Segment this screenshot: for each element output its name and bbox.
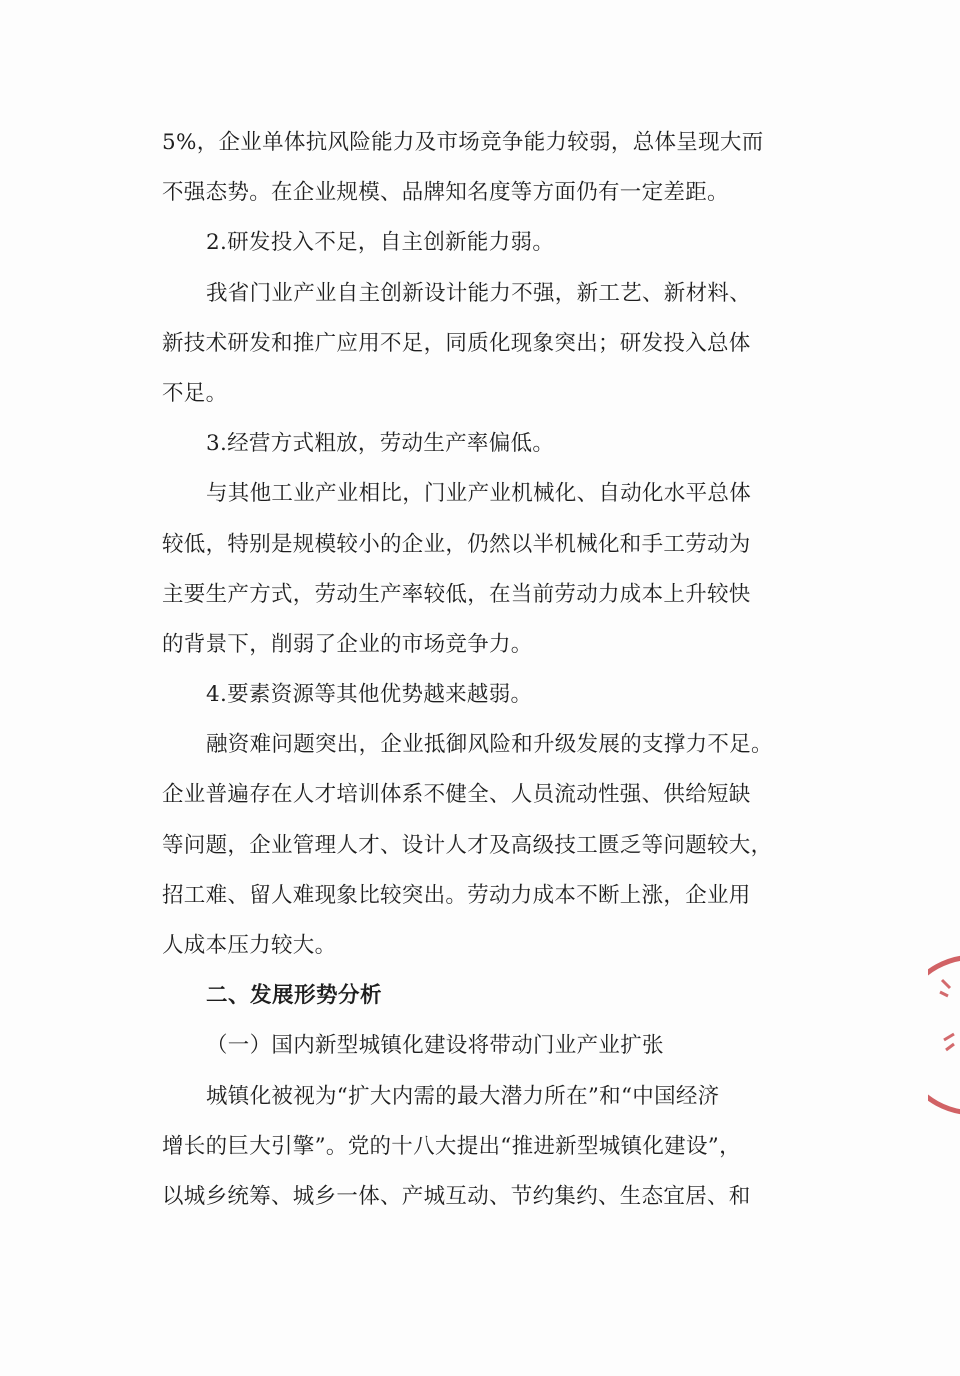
- subsection-heading: 2.研发投入不足，自主创新能力弱。: [206, 230, 555, 256]
- body-text-line: 以城乡统筹、城乡一体、产城互动、节约集约、生态宜居、和: [162, 1183, 751, 1209]
- body-text-line: 新技术研发和推广应用不足，同质化现象突出；研发投入总体: [162, 330, 751, 356]
- subsection-heading: （一）国内新型城镇化建设将带动门业产业扩张: [206, 1033, 664, 1059]
- red-seal-stamp-partial: [928, 950, 960, 1120]
- body-text-line: 主要生产方式，劳动生产率较低，在当前劳动力成本上升较快: [162, 581, 751, 607]
- body-text-line: 招工难、留人难现象比较突出。劳动力成本不断上涨，企业用: [162, 882, 751, 908]
- body-text-line: 增长的巨大引擎”。党的十八大提出“推进新型城镇化建设”，: [162, 1133, 741, 1159]
- body-text-line: 的背景下，削弱了企业的市场竞争力。: [162, 631, 533, 657]
- body-text-line: 融资难问题突出，企业抵御风险和升级发展的支撑力不足。: [206, 732, 773, 758]
- document-body: [162, 118, 774, 1222]
- body-text-line: 我省门业产业自主创新设计能力不强，新工艺、新材料、: [206, 280, 752, 306]
- body-text-line: 不足。: [162, 380, 228, 406]
- section-heading: 二、发展形势分析: [206, 983, 383, 1009]
- body-text-line: 与其他工业产业相比，门业产业机械化、自动化水平总体: [206, 481, 752, 507]
- subsection-heading: 4.要素资源等其他优势越来越弱。: [206, 682, 533, 708]
- body-text-line: 等问题，企业管理人才、设计人才及高级技工匮乏等问题较大，: [162, 832, 773, 858]
- subsection-heading: 3.经营方式粗放，劳动生产率偏低。: [206, 431, 555, 457]
- body-text-line: 城镇化被视为“扩大内需的最大潜力所在”和“中国经济: [206, 1083, 720, 1109]
- body-text-line: 5%，企业单体抗风险能力及市场竞争能力较弱，总体呈现大而: [162, 130, 764, 155]
- body-text-line: 不强态势。在企业规模、品牌知名度等方面仍有一定差距。: [162, 180, 729, 206]
- body-text-line: 人成本压力较大。: [162, 933, 337, 958]
- body-text-line: 企业普遍存在人才培训体系不健全、人员流动性强、供给短缺: [162, 782, 751, 808]
- body-text-line: 较低，特别是规模较小的企业，仍然以半机械化和手工劳动为: [162, 531, 751, 557]
